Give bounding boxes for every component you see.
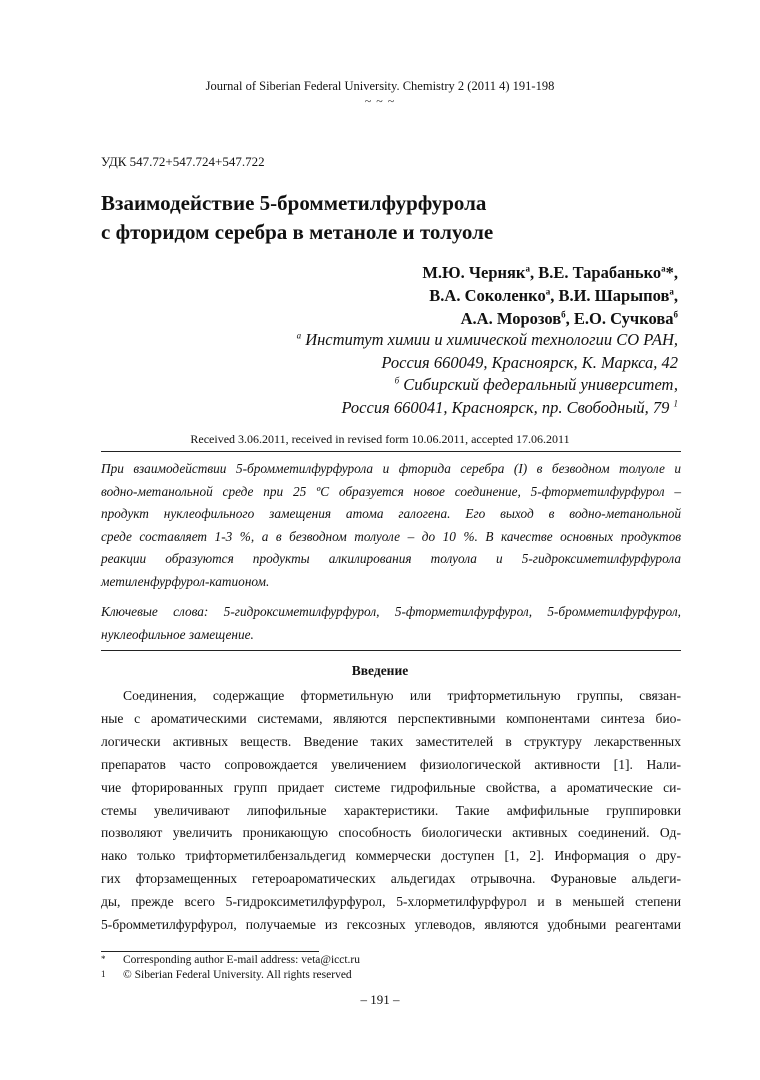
body-line: препаратов часто сопровождается увеличением физиологической активности [1]. Нали- bbox=[101, 756, 681, 772]
introduction-body bbox=[101, 685, 681, 937]
body-line: гих фторзамещенных гетероароматических альдегидах отрывочна. Фурановые альдеги- bbox=[101, 871, 681, 887]
section-heading-introduction: Введение bbox=[351, 663, 409, 678]
abstract-line: метиленфурфурол-катионом. bbox=[101, 573, 270, 589]
keywords bbox=[101, 601, 681, 646]
abstract bbox=[101, 458, 681, 594]
journal-header: Journal of Siberian Federal University. Chemistry 2 (2011 4) 191-198 bbox=[205, 79, 555, 93]
author-name: В.А. Соколенко bbox=[429, 286, 546, 305]
affiliation-mark: а bbox=[661, 263, 666, 274]
body-line: позволяют увеличить проникающую способность биологически активных соединений. Од- bbox=[101, 825, 681, 841]
author-list bbox=[422, 261, 678, 330]
body-line: 5-бромметилфурфурол, получаемые из гексозных углеводов, являются удобными реагентами bbox=[101, 917, 681, 933]
affiliations bbox=[297, 329, 678, 419]
body-line: стемы увеличивают липофильные характеристики. Такие амфифильные группировки bbox=[101, 802, 681, 818]
author-line bbox=[422, 261, 678, 284]
keywords-bottom-rule bbox=[101, 650, 681, 651]
author-name: , В.Е. Тарабанько bbox=[529, 263, 662, 282]
abstract-top-rule bbox=[101, 451, 681, 452]
page-number: – 191 – bbox=[360, 992, 400, 1007]
body-line: логически активных веществ. Введение таких заместителей в структуру лекарственных bbox=[101, 733, 681, 749]
affiliation-text: Россия 660041, Красноярск, пр. Свободный, 79 bbox=[341, 397, 670, 417]
affiliation-text: Институт химии и химической технологии СО РАН, bbox=[305, 330, 678, 349]
author-line bbox=[422, 284, 678, 307]
affiliation-b-line-1 bbox=[297, 374, 678, 397]
affiliation-a-line-1 bbox=[297, 329, 678, 352]
keywords-line: нуклеофильное замещение. bbox=[101, 626, 254, 642]
body-line: Соединения, содержащие фторметильную или трифторметильную группы, связан- bbox=[123, 688, 681, 703]
keywords-line: Ключевые слова: 5-гидроксиметилфурфурол, 5-фторметилфурфурол, 5-бромметилфурфурол, bbox=[101, 604, 681, 619]
abstract-line: водно-метанольной среде при 25 ºС образуется новое соединение, 5-фторметилфурфурол – bbox=[101, 483, 681, 499]
received-dates: Received 3.06.2011, received in revised form 10.06.2011, accepted 17.06.2011 bbox=[190, 432, 570, 446]
affiliation-mark: а bbox=[545, 286, 551, 297]
article-title bbox=[101, 189, 493, 247]
footnote-text: Corresponding author E-mail address: veta@icct.ru bbox=[123, 954, 361, 966]
affiliation-text: Сибирский федеральный университет, bbox=[403, 375, 678, 394]
body-line: ды, прежде всего 5-гидроксиметилфурфурол, 5-хлорметилфурфурол и в меньшей степени bbox=[101, 894, 681, 910]
body-line: нако только трифторметилбензальдегид коммерчески доступен [1, 2]. Информация о дру- bbox=[101, 848, 681, 864]
footnote bbox=[101, 969, 352, 981]
body-line: ные с ароматическими системами, являются перспективными компонентами синтеза био- bbox=[101, 710, 681, 726]
abstract-line: реакции образуются продукты алкилирования толуола и 5-гидроксиметилфурфурола bbox=[101, 551, 681, 567]
title-line-2: с фторидом серебра в метаноле и толуоле bbox=[101, 220, 494, 244]
body-line: чие фторированных групп придает системе гидрофильные свойства, а ароматические си- bbox=[101, 779, 681, 795]
separator: , bbox=[673, 286, 678, 305]
author-name: А.А. Морозов bbox=[460, 309, 562, 328]
affiliation-mark: б bbox=[561, 309, 566, 320]
abstract-line: среде составляет 1-3 %, а в безводном толуоле – до 10 %. В качестве основных продуктов bbox=[101, 528, 681, 544]
author-line bbox=[422, 307, 678, 330]
footnote-rule bbox=[101, 951, 319, 952]
affiliation-a-line-2: Россия 660049, Красноярск, К. Маркса, 42 bbox=[381, 352, 678, 372]
footnote-mark: 1 bbox=[101, 969, 106, 979]
abstract-line: При взаимодействии 5-бромметилфурфурола и фторида серебра (I) в безводном толуоле и bbox=[101, 461, 681, 476]
affiliation-mark: а bbox=[669, 286, 674, 297]
affiliation-mark: б bbox=[673, 309, 678, 320]
footnote bbox=[101, 954, 360, 966]
footnote-mark: 1 bbox=[673, 398, 678, 408]
author-name: М.Ю. Черняк bbox=[422, 263, 526, 282]
title-line-1: Взаимодействие 5-бромметилфурфурола bbox=[101, 191, 487, 215]
author-name: , Е.О. Сучкова bbox=[565, 309, 674, 328]
udk-code: УДК 547.72+547.724+547.722 bbox=[101, 154, 265, 169]
affiliation-mark: а bbox=[525, 263, 530, 274]
affiliation-mark: б bbox=[394, 375, 400, 386]
header-ornament: ~ ~ ~ bbox=[364, 94, 396, 108]
footnote-text: © Siberian Federal University. All rights reserved bbox=[123, 969, 352, 981]
affiliation-b-line-2 bbox=[297, 397, 678, 420]
corresponding-mark: *, bbox=[665, 263, 678, 282]
affiliation-mark: а bbox=[296, 330, 302, 341]
author-name: , В.И. Шарыпов bbox=[550, 286, 670, 305]
footnote-mark: * bbox=[101, 954, 106, 964]
abstract-line: продукт нуклеофильного замещения атома галогена. Его выход в водно-метанольной bbox=[101, 506, 681, 522]
